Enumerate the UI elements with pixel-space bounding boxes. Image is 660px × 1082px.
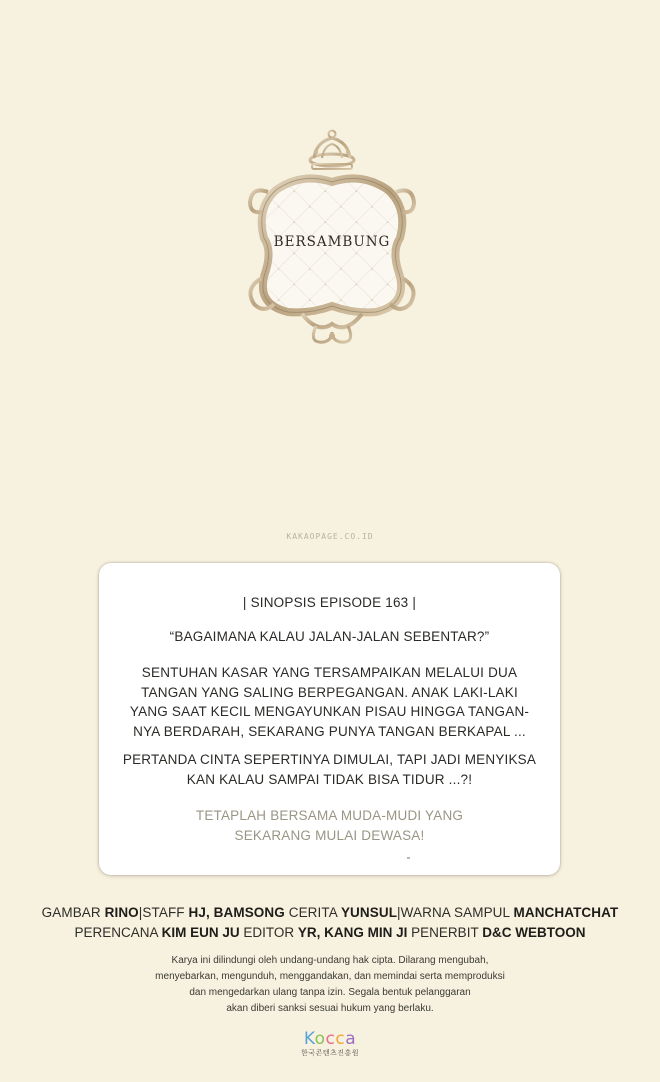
kocca-wordmark xyxy=(280,1030,380,1048)
crown-icon xyxy=(310,131,354,170)
synopsis-line: SENTUHAN KASAR YANG TERSAMPAIKAN MELALUI DUA xyxy=(141,665,518,680)
separator: | xyxy=(397,905,401,920)
synopsis-card xyxy=(99,563,560,875)
art-name: RINO xyxy=(104,905,139,920)
notice-line: Karya ini dilindungi oleh undang-undang hak cipta. Dilarang mengubah, xyxy=(171,955,489,966)
separator: | xyxy=(138,905,143,920)
kocca-logo xyxy=(280,1030,380,1058)
watermark-text: KAKAOPAGE.CO.ID xyxy=(286,532,374,541)
notice-line: menyebarkan, mengunduh, menggandakan, dan memindai serta memproduksi xyxy=(155,971,505,982)
logo-letter: c xyxy=(325,1029,336,1049)
editor-label: EDITOR xyxy=(243,925,295,940)
closing-line: TETAPLAH BERSAMA MUDA-MUDI YANG xyxy=(195,808,464,823)
editor-name: YR, KANG MIN JI xyxy=(297,925,408,940)
kocca-subtitle: 한국콘텐츠진흥원 xyxy=(300,1049,360,1057)
logo-letter: o xyxy=(314,1029,326,1049)
art-label: GAMBAR xyxy=(41,905,101,920)
decorative-dot xyxy=(407,857,410,859)
notice-line: dan mengedarkan ulang tanpa izin. Segala bentuk pelanggaran xyxy=(189,987,471,998)
staff-label: STAFF xyxy=(142,905,185,920)
synopsis-paragraph-2 xyxy=(99,750,560,789)
logo-letter: K xyxy=(303,1029,315,1049)
synopsis-line: NYA BERDARAH, SEKARANG PUNYA TANGAN BERKAPAL ... xyxy=(133,723,526,739)
synopsis-paragraph-1 xyxy=(99,663,560,741)
logo-letter: a xyxy=(345,1029,357,1049)
closing-line: SEKARANG MULAI DEWASA! xyxy=(234,827,425,843)
logo-letter: c xyxy=(335,1029,346,1049)
cover-name: MANCHATCHAT xyxy=(513,905,619,920)
synopsis-quote: “BAGAIMANA KALAU JALAN-JALAN SEBENTAR?” xyxy=(169,629,490,644)
staff-name: HJ, BAMSONG xyxy=(188,905,285,920)
synopsis-line: YANG SAAT KECIL MENGAYUNKAN PISAU HINGGA TANGAN- xyxy=(129,704,530,719)
continued-label: BERSAMBUNG xyxy=(273,234,391,250)
credits-line-2 xyxy=(0,925,660,940)
synopsis-line: KAN KALAU SAMPAI TIDAK BISA TIDUR ...?! xyxy=(186,771,473,787)
synopsis-line: PERTANDA CINTA SEPERTINYA DIMULAI, TAPI JADI MENYIKSA xyxy=(122,752,537,767)
planner-name: KIM EUN JU xyxy=(161,925,240,940)
synopsis-closing xyxy=(99,806,560,845)
story-label: CERITA xyxy=(288,905,338,920)
credits-line-1 xyxy=(0,905,660,920)
planner-label: PERENCANA xyxy=(74,925,158,940)
publisher-name: D&C WEBTOON xyxy=(482,925,586,940)
publisher-label: PENERBIT xyxy=(411,925,479,940)
synopsis-title: | SINOPSIS EPISODE 163 | xyxy=(242,595,417,610)
ornate-frame xyxy=(232,128,432,350)
copyright-notice xyxy=(0,953,660,1017)
synopsis-line: TANGAN YANG SALING BERPEGANGAN. ANAK LAKI-LAKI xyxy=(141,684,518,700)
notice-line: akan diberi sanksi sesuai hukum yang berlaku. xyxy=(226,1003,434,1014)
story-name: YUNSUL xyxy=(340,905,398,920)
cover-label: WARNA SAMPUL xyxy=(400,905,510,920)
